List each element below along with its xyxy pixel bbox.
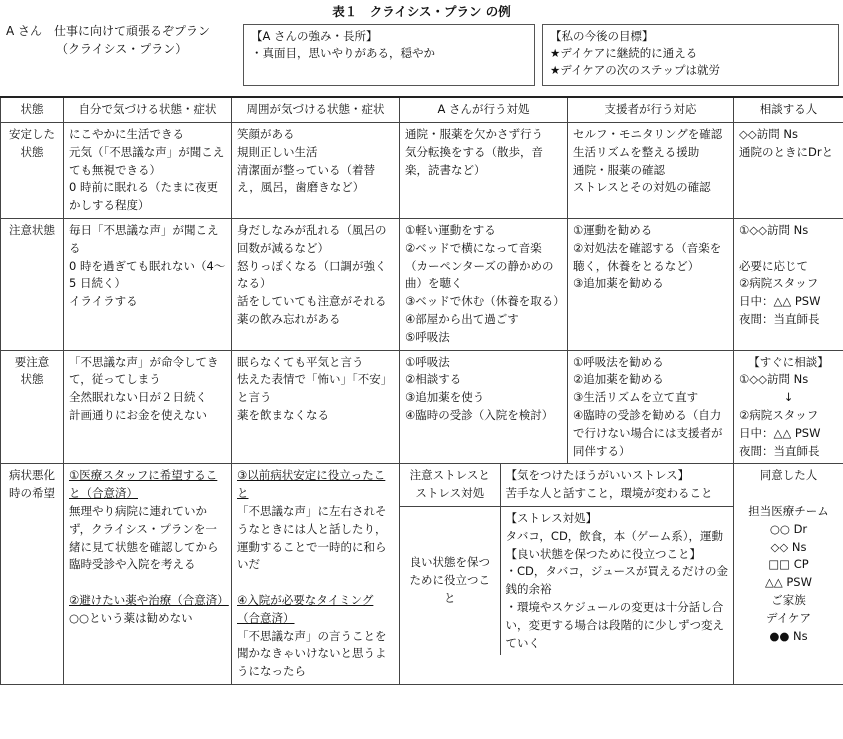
wish-cell-2 xyxy=(232,464,400,685)
coping-cell: 通院・服薬を欠かさず行う 気分転換をする（散歩，音楽，読書など） xyxy=(400,123,568,219)
goal-item: ★デイケアに継続的に通える xyxy=(550,46,698,60)
state-cell: 安定した 状態 xyxy=(1,123,64,219)
wish2-text: ○○という薬は勧めない xyxy=(69,610,193,625)
header-contact: 相談する人 xyxy=(734,97,843,123)
stress-cell xyxy=(400,464,734,685)
stress-label: 注意ストレスとストレス対処 xyxy=(400,464,500,506)
contact-cell: ◇◇訪問 Ns 通院のときにDrと xyxy=(734,123,843,219)
table-row xyxy=(1,350,843,464)
table-row xyxy=(1,218,843,350)
wish-cell-1 xyxy=(64,464,232,685)
table-title: 表１ クライシス・プラン の例 xyxy=(332,4,511,19)
good-item: ・環境やスケジュールの変更は十分話し合い，変更する場合は段階的に少しずつ変えていく xyxy=(505,599,724,650)
plan-name: A さん 仕事に向けて頑張るぞプラン xyxy=(6,24,211,38)
strengths-heading: 【A さんの強み・長所】 xyxy=(251,29,378,43)
contact-cell: 【すぐに相談】 ①◇◇訪問 Ns ↓ ②病院スタッフ 日中：△△ PSW 夜間：当直師長 xyxy=(734,350,843,464)
self-cell: 毎日「不思議な声」が聞こえる 0 時を過ぎても眠れない（4〜5 日続く） イライラする xyxy=(64,218,232,350)
crisis-plan-table xyxy=(0,96,843,685)
state-cell: 要注意 状態 xyxy=(1,350,64,464)
table-row xyxy=(1,123,843,219)
coping-text: タバコ，CD，飲食，本（ゲーム系），運動 xyxy=(505,528,724,543)
wish4-text: 「不思議な声」の言うことを聞かなきゃいけないと思うようになったら xyxy=(237,628,387,679)
others-cell: 身だしなみが乱れる（風呂の回数が減るなど） 怒りっぽくなる（口調が強くなる） 話をしていても注意がそれる 薬の飲み忘れがある xyxy=(232,218,400,350)
support-cell: ①呼吸法を勧める ②追加薬を勧める ③生活リズムを立て直す ④臨時の受診を勧める（自力で行けない場合には支援者が同伴する） xyxy=(568,350,734,464)
support-cell: セルフ・モニタリングを確認 生活リズムを整える援助 通院・服薬の確認 ストレスとその対処の確認 xyxy=(568,123,734,219)
good-heading: 【良い状態を保つために役立つこと】 xyxy=(505,546,701,561)
goals-box xyxy=(542,24,839,86)
agreed-cell: 同意した人 担当医療チーム ○○ Dr ◇◇ Ns □□ CP △△ PSW ご家族 デイケア ●● Ns xyxy=(734,464,843,685)
coping-cell: ①呼吸法 ②相談する ③追加薬を使う ④臨時の受診（入院を検討） xyxy=(400,350,568,464)
stress-heading: 【気をつけたほうがいいストレス】 xyxy=(505,468,690,483)
plan-subtitle: （クライシス・プラン） xyxy=(56,42,188,56)
support-cell: ①運動を勧める ②対処法を確認する（音楽を聴く，休養をとるなど） ③追加薬を勧める xyxy=(568,218,734,350)
coping-cell: ①軽い運動をする ②ベッドで横になって音楽（カーペンターズの静かめの曲）を聴く ③ベッドで休む（休養を取る） ④部屋から出て過ごす ⑤呼吸法 xyxy=(400,218,568,350)
header-others: 周囲が気づける状態・症状 xyxy=(232,97,400,123)
others-cell: 笑顔がある 規則正しい生活 清潔面が整っている（着替え，風呂，歯磨きなど） xyxy=(232,123,400,219)
header-coping: A さんが行う対処 xyxy=(400,97,568,123)
wish1-title: ①医療スタッフに希望すること（合意済） xyxy=(69,468,218,501)
good-label: 良い状態を保つために役立つこと xyxy=(400,506,500,655)
coping-heading: 【ストレス対処】 xyxy=(505,510,598,525)
wish3-text: 「不思議な声」に左右されそうなときには人と話したり，運動することで一時的に和らいだ xyxy=(237,503,387,572)
header-support: 支援者が行う対応 xyxy=(568,97,734,123)
self-cell: 「不思議な声」が命令してきて，従ってしまう 全然眠れない日が２日続く 計画通りにお金を使えない xyxy=(64,350,232,464)
wish4-title: ④入院が必要なタイミング（合意済） xyxy=(237,592,374,625)
strengths-box xyxy=(243,24,535,86)
good-content xyxy=(500,506,733,655)
strengths-text: ・真面目，思いやりがある，穏やか xyxy=(251,46,435,60)
header-state: 状態 xyxy=(1,97,64,123)
others-cell: 眠らなくても平気と言う 怯えた表情で「怖い」「不安」と言う 薬を飲まなくなる xyxy=(232,350,400,464)
state-cell: 病状悪化 時の希望 xyxy=(1,464,64,685)
wish1-text: 無理やり病院に連れていかず，クライシス・プランを一緒に見て状態を確認してから臨時受診や入院を考える xyxy=(69,503,219,572)
self-cell: にこやかに生活できる 元気（「不思議な声」が聞こえても無視できる） 0 時前に眠れる（たまに夜更かしする程度） xyxy=(64,123,232,219)
header-self: 自分で気づける状態・症状 xyxy=(64,97,232,123)
wish3-title: ③以前病状安定に役立ったこと xyxy=(237,468,386,501)
wish2-title: ②避けたい薬や治療（合意済） xyxy=(69,592,229,607)
good-item: ・CD，タバコ，ジュースが買えるだけの金銭的余裕 xyxy=(505,564,729,597)
state-cell: 注意状態 xyxy=(1,218,64,350)
contact-cell: ①◇◇訪問 Ns 必要に応じて ②病院スタッフ 日中：△△ PSW 夜間：当直師長 xyxy=(734,218,843,350)
goals-heading: 【私の今後の目標】 xyxy=(550,29,654,43)
stress-content xyxy=(500,464,733,506)
goal-item: ★デイケアの次のステップは就労 xyxy=(550,63,721,77)
stress-text: 苦手な人と話すこと，環境が変わること xyxy=(505,486,713,501)
header-row xyxy=(1,97,843,123)
table-row-worse xyxy=(1,464,843,685)
